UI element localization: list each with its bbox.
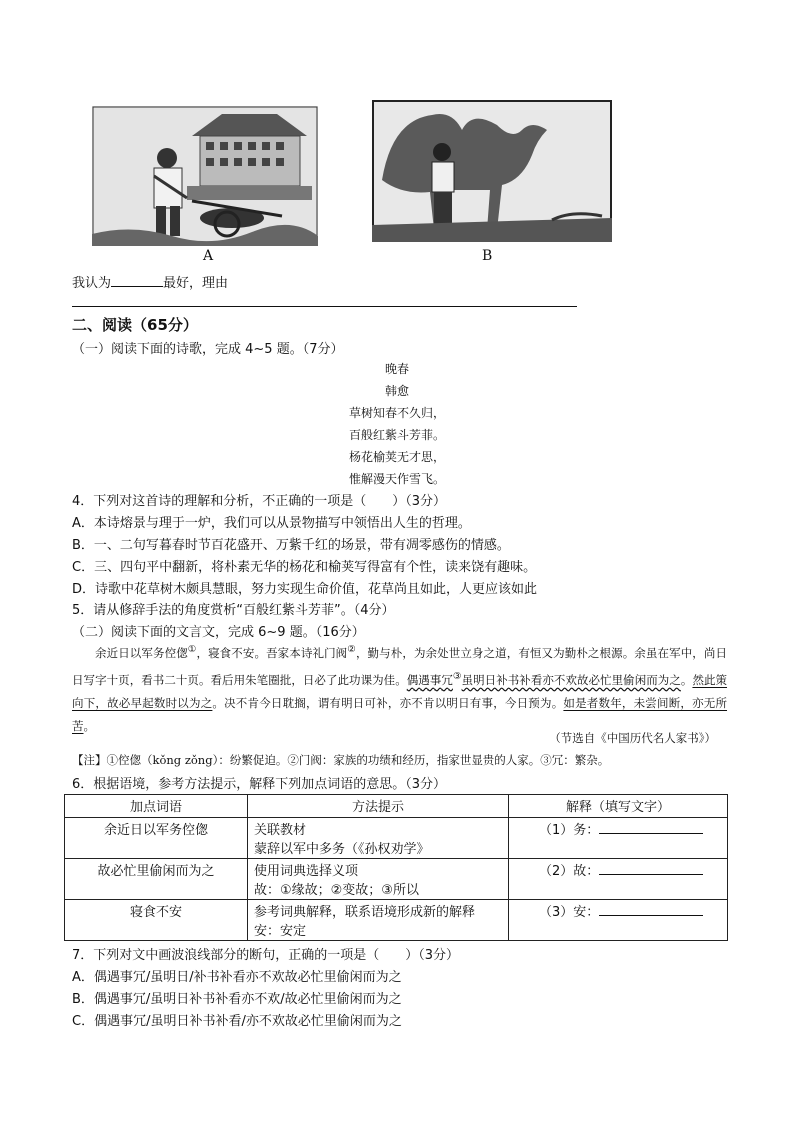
passage-text: 。决不肯今日耽搁，谓有明日可补，亦不肯以明日有事，今日预为。	[212, 695, 564, 710]
word-cell: 余近日以军务倥偬	[65, 818, 248, 859]
question-7-option-b: B．偶遇事冗/虽明日补书补看亦不欢/故必忙里偷闲而为之	[72, 992, 402, 1007]
column-header: 加点词语	[65, 795, 248, 818]
hint-line: 安：安定	[254, 924, 307, 939]
hint-line: 关联教材	[254, 823, 307, 838]
passage-text: ，寝食不安。吾家本诗礼门阀	[196, 645, 348, 660]
poem-author: 韩愈	[384, 384, 409, 398]
question-5-stem: 5．请从修辞手法的角度赏析“百般红紫斗芳菲”。（4分）	[72, 603, 395, 618]
answer-blank[interactable]	[599, 862, 703, 875]
answer-cell	[509, 859, 728, 900]
table-row	[65, 859, 728, 900]
question-7-option-a: A．偶遇事冗/虽明日/补书补看亦不欢故必忙里偷闲而为之	[72, 970, 402, 985]
hint-line: 蒙辞以军中多务（《孙权劝学》	[254, 842, 430, 857]
wavy-underlined-text: 偶遇事冗	[406, 672, 453, 687]
answer-label: （1）务：	[539, 823, 600, 838]
illustration-a	[92, 106, 318, 246]
answer-blank[interactable]	[599, 821, 703, 834]
question-7-stem: 7．下列对文中画波浪线部分的断句，正确的一项是（ ）（3分）	[72, 948, 460, 963]
note-marker: ②	[347, 644, 356, 655]
question-4-option-a: A．本诗熔景与理于一炉，我们可以从景物描写中领悟出人生的哲理。	[72, 516, 471, 531]
poem-line: 杨花榆荚无才思，	[348, 450, 445, 464]
note-marker: ①	[187, 644, 197, 655]
passage-text: 余近日以军务倥偬	[95, 645, 188, 660]
hint-cell	[248, 859, 509, 900]
prompt-suffix: 最好，理由	[163, 276, 229, 291]
question-4-option-c: C．三、四句平中翻新，将朴素无华的杨花和榆荚写得富有个性，读来饶有趣味。	[72, 560, 537, 575]
passage-text: 。	[680, 672, 693, 687]
question-7-option-c: C．偶遇事冗/虽明日补书补看/亦不欢故必忙里偷闲而为之	[72, 1014, 402, 1029]
wavy-underlined-text: 虽明日补书补看亦不欢故必忙里偷闲而为之	[461, 672, 681, 687]
word-cell: 故必忙里偷闲而为之	[65, 859, 248, 900]
choice-blank[interactable]	[111, 274, 163, 287]
table-header-row	[65, 795, 728, 818]
hint-line: 参考词典解释，联系语境形成新的解释	[254, 905, 476, 920]
passage-text: ，勤与朴，为余处世立身之道，有恒又为勤朴之根源。余虽在军中，尚日日写字十页，看书二十页。看后用朱笔圈批，日必了此功课为佳。	[72, 645, 727, 687]
section-title: 二、阅读（65分）	[72, 316, 198, 334]
annotation-note: 【注】①倥偬（kǒng zǒng）：纷繁促迫。②门阀：家族的功绩和经历，指家世显贵的人家。③冗：繁杂。	[72, 753, 610, 767]
answer-label: （2）故：	[539, 864, 600, 879]
table-row	[65, 818, 728, 859]
answer-label: （3）安：	[539, 905, 600, 920]
underlined-text: 然此策向下，故必早起数时以为之	[72, 672, 728, 710]
column-header: 方法提示	[248, 795, 509, 818]
reason-answer-line[interactable]	[72, 306, 577, 307]
answer-cell	[509, 900, 728, 941]
poem-line: 草树知春不久归，	[348, 406, 445, 420]
poem-title: 晚春	[384, 362, 409, 376]
poem-line: 百般红紫斗芳菲。	[348, 428, 445, 442]
question-6-table	[64, 794, 728, 941]
question-4-option-d: D．诗歌中花草树木颇具慧眼，努力实现生命价值，花草尚且如此，人更应该如此	[72, 582, 538, 597]
part2-intro: （二）阅读下面的文言文，完成 6~9 题。（16分）	[72, 625, 365, 640]
question-4-stem: 4．下列对这首诗的理解和分析，不正确的一项是（ ）（3分）	[72, 494, 447, 509]
image-b-label: B	[482, 248, 493, 264]
question-4-option-b: B．一、二句写暮春时节百花盛开、万紫千红的场景，带有凋零感伤的情感。	[72, 538, 510, 553]
hint-cell	[248, 818, 509, 859]
illustration-b	[372, 100, 612, 242]
column-header: 解释（填写文字）	[509, 795, 728, 818]
classical-passage	[72, 638, 727, 738]
hint-cell	[248, 900, 509, 941]
table-row	[65, 900, 728, 941]
note-marker: ③	[452, 670, 462, 682]
answer-blank[interactable]	[599, 903, 703, 916]
poem-line: 惟解漫天作雪飞。	[348, 472, 445, 486]
prompt-prefix: 我认为	[72, 276, 112, 291]
question-6-stem: 6．根据语境，参考方法提示，解释下列加点词语的意思。（3分）	[72, 777, 447, 792]
choose-image-prompt	[72, 272, 228, 291]
hint-line: 使用词典选择义项	[254, 864, 359, 879]
hint-line: 故：①缘故；②变故；③所以	[254, 883, 419, 898]
part1-intro: （一）阅读下面的诗歌，完成 4~5 题。（7分）	[72, 342, 344, 357]
word-cell: 寝食不安	[65, 900, 248, 941]
answer-cell	[509, 818, 728, 859]
passage-text: 。	[83, 718, 95, 733]
image-a-label: A	[203, 248, 214, 264]
underlined-text: 如是者数年，未尝间断，亦无所苦	[72, 695, 728, 733]
passage-source: （节选自《中国历代名人家书》）	[549, 731, 716, 745]
